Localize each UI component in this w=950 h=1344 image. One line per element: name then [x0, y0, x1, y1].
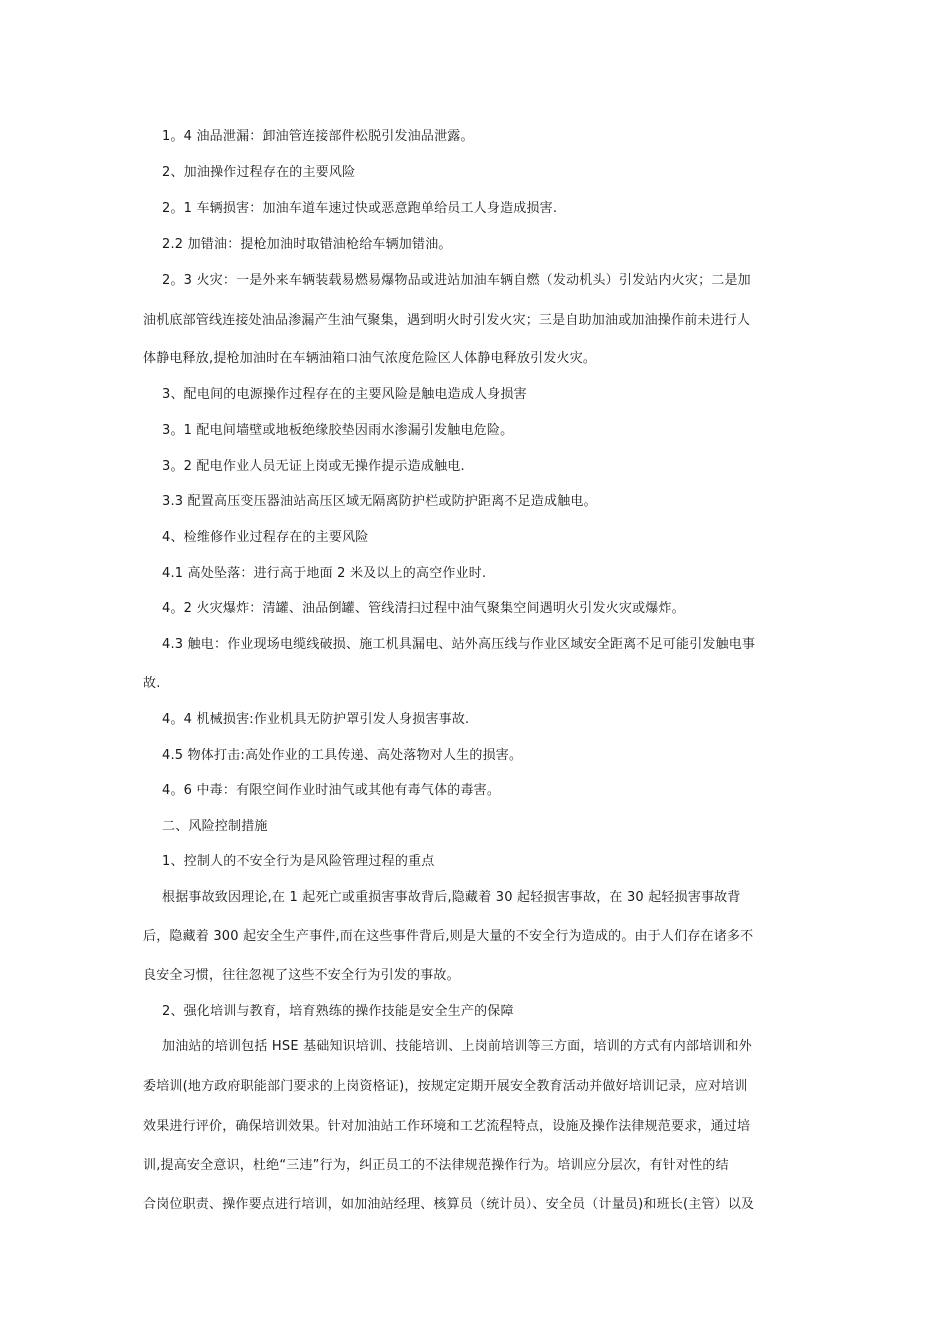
- text-line-content: 加油站的培训包括 HSE 基础知识培训、技能培训、上岗前培训等三方面，培训的方式有内部培训和外: [162, 1039, 752, 1054]
- text-line-content: 2。3 火灾：一是外来车辆装载易燃易爆物品或进站加油车辆自燃（发动机头）引发站内火灾；二是加: [162, 273, 751, 288]
- text-line-content: 1、控制人的不安全行为是风险管理过程的重点: [162, 854, 435, 869]
- text-line-content: 2、强化培训与教育，培育熟练的操作技能是安全生产的保障: [162, 1004, 514, 1019]
- text-line-content: 根据事故致因理论,在 1 起死亡或重损害事故背后,隐藏着 30 起轻损害事故，在 30 起轻损害事故背: [162, 890, 741, 905]
- text-line-content: 后，隐藏着 300 起安全生产事件,而在这些事件背后,则是大量的不安全行为造成的。由于人们存在诸多不: [143, 929, 754, 944]
- text-line-content: 4。2 火灾爆炸：清罐、油品倒罐、管线清扫过程中油气聚集空间遇明火引发火灾或爆炸。: [162, 601, 685, 616]
- text-line-content: 体静电释放,提枪加油时在车辆油箱口油气浓度危险区人体静电释放引发火灾。: [143, 351, 597, 366]
- text-line-content: 效果进行评价，确保培训效果。针对加油站工作环境和工艺流程特点，设施及操作法律规范要求，通过培: [143, 1119, 751, 1134]
- text-line-content: 3.3 配置高压变压器油站高压区域无隔离防护栏或防护距离不足造成触电。: [162, 494, 597, 509]
- text-line-content: 4、检维修作业过程存在的主要风险: [162, 530, 369, 545]
- text-line-content: 4。4 机械损害:作业机具无防护罩引发人身损害事故.: [162, 712, 470, 727]
- text-line-content: 1。4 油品泄漏：卸油管连接部件松脱引发油品泄露。: [162, 129, 474, 144]
- text-line-content: 油机底部管线连接处油品渗漏产生油气聚集，遇到明火时引发火灾；三是自助加油或加油操作前未进行人: [143, 313, 751, 328]
- text-line-content: 4.5 物体打击:高处作业的工具传递、高处落物对人生的损害。: [162, 748, 523, 763]
- text-line-content: 4。6 中毒：有限空间作业时油气或其他有毒气体的毒害。: [162, 783, 501, 798]
- text-line-content: 2、加油操作过程存在的主要风险: [162, 165, 356, 180]
- text-line-content: 4.3 触电：作业现场电缆线破损、施工机具漏电、站外高压线与作业区域安全距离不足可能引发触电事: [162, 637, 756, 652]
- text-line-content: 2.2 加错油：提枪加油时取错油枪给车辆加错油。: [162, 237, 452, 252]
- text-line-content: 良安全习惯，往往忽视了这些不安全行为引发的事故。: [143, 968, 460, 983]
- text-line-content: 故.: [143, 676, 161, 691]
- text-line-content: 3。2 配电作业人员无证上岗或无操作提示造成触电.: [162, 459, 465, 474]
- text-line-content: 合岗位职责、操作要点进行培训，如加油站经理、核算员（统计员）、安全员（计量员)和班长(主管）以及: [143, 1197, 755, 1212]
- text-line-content: 4.1 高处坠落：进行高于地面 2 米及以上的高空作业时.: [162, 566, 487, 581]
- text-line-content: 3。1 配电间墙壁或地板绝缘胶垫因雨水渗漏引发触电危险。: [162, 423, 514, 438]
- text-line-content: 训,提高安全意识，杜绝“三违”行为，纠正员工的不法律规范操作行为。培训应分层次，有针对性的结: [143, 1158, 729, 1173]
- text-line-content: 委培训(地方政府职能部门要求的上岗资格证)，按规定定期开展安全教育活动并做好培训记录，应对培训: [143, 1079, 748, 1094]
- text-line-content: 3、配电间的电源操作过程存在的主要风险是触电造成人身损害: [162, 387, 527, 402]
- text-line-content: 2。1 车辆损害：加油车道车速过快或恶意跑单给员工人身造成损害.: [162, 201, 558, 216]
- text-line-content: 二、风险控制措施: [162, 819, 268, 834]
